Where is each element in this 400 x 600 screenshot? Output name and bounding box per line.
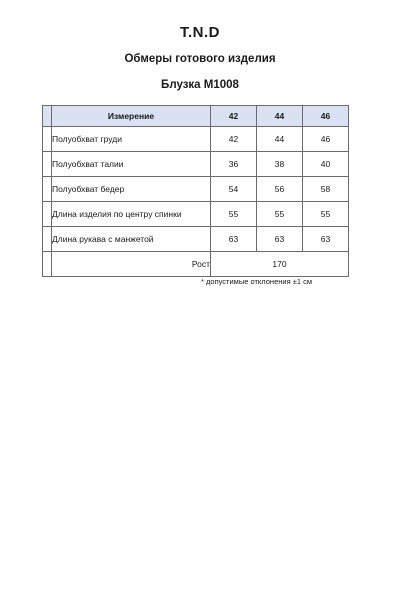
row-label: Полуобхват бедер xyxy=(52,177,211,202)
header-size-44: 44 xyxy=(257,106,303,127)
row-value: 58 xyxy=(303,177,349,202)
tolerance-footnote: * допустимые отклонения ±1 см xyxy=(201,277,312,286)
table-gutter-cell xyxy=(43,227,52,252)
row-label: Длина рукава с манжетой xyxy=(52,227,211,252)
table-gutter-cell xyxy=(43,106,52,127)
height-row xyxy=(43,252,349,277)
table-gutter-cell xyxy=(43,177,52,202)
measurements-table xyxy=(42,105,349,277)
header-size-42: 42 xyxy=(211,106,257,127)
row-label: Длина изделия по центру спинки xyxy=(52,202,211,227)
row-value: 46 xyxy=(303,127,349,152)
header-measurement: Измерение xyxy=(52,106,211,127)
row-label: Полуобхват груди xyxy=(52,127,211,152)
row-value: 40 xyxy=(303,152,349,177)
table-gutter-cell xyxy=(43,127,52,152)
row-value: 63 xyxy=(303,227,349,252)
row-value: 55 xyxy=(257,202,303,227)
height-value: 170 xyxy=(211,252,349,277)
row-value: 42 xyxy=(211,127,257,152)
row-value: 56 xyxy=(257,177,303,202)
row-label: Полуобхват талии xyxy=(52,152,211,177)
header-size-46: 46 xyxy=(303,106,349,127)
row-value: 63 xyxy=(211,227,257,252)
brand-logo: T.N.D xyxy=(180,24,220,41)
row-value: 63 xyxy=(257,227,303,252)
product-name: Блузка М1008 xyxy=(161,79,239,91)
row-value: 36 xyxy=(211,152,257,177)
row-value: 44 xyxy=(257,127,303,152)
height-label: Рост xyxy=(52,252,211,277)
table-gutter-cell xyxy=(43,202,52,227)
table-row xyxy=(43,152,349,177)
table-gutter-cell xyxy=(43,152,52,177)
table-row xyxy=(43,202,349,227)
table-row xyxy=(43,127,349,152)
table-row xyxy=(43,227,349,252)
row-value: 54 xyxy=(211,177,257,202)
table-gutter-cell xyxy=(43,252,52,277)
table-row xyxy=(43,177,349,202)
row-value: 55 xyxy=(211,202,257,227)
table-header-row xyxy=(43,106,349,127)
document-title: Обмеры готового изделия xyxy=(124,53,276,65)
row-value: 55 xyxy=(303,202,349,227)
row-value: 38 xyxy=(257,152,303,177)
